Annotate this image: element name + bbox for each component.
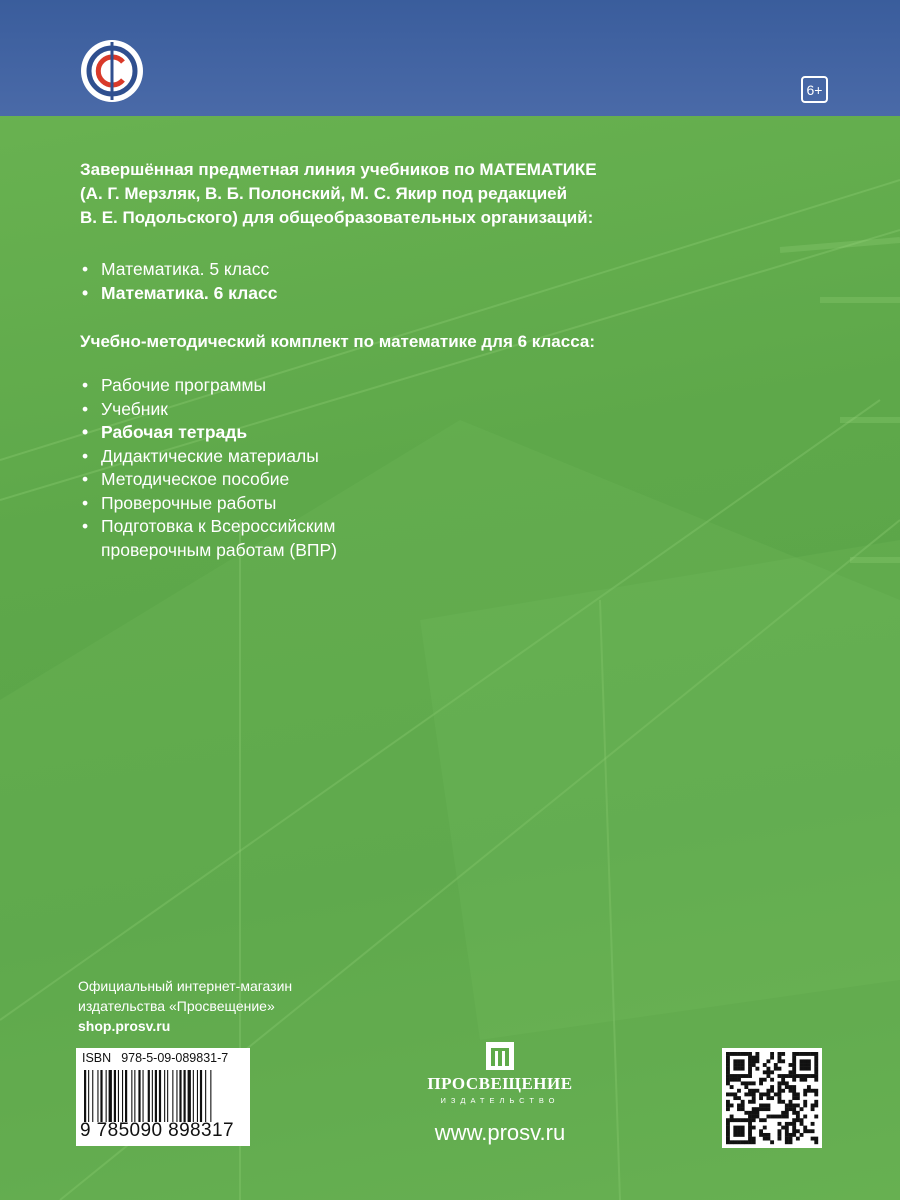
list-item: • Математика. 6 класс [80,282,277,306]
kit-list [80,374,337,562]
list-item: • Рабочая тетрадь [80,421,337,445]
publisher-subtitle: ИЗДАТЕЛЬСТВО [440,1096,560,1105]
list-item: • Подготовка к Всероссийским [80,515,337,539]
age-rating-badge: 6+ [801,76,828,103]
textbook-line-list [80,258,277,305]
list-item: • Рабочие программы [80,374,337,398]
list-item: • Учебник [80,398,337,422]
isbn-label: ISBN [82,1051,112,1065]
isbn-number: 978-5-09-089831-7 [121,1051,229,1065]
publisher-block [400,1040,600,1150]
series-description [80,158,800,230]
isbn-line [82,1051,244,1065]
publisher-url[interactable]: www.prosv.ru [434,1120,566,1145]
isbn-barcode-block [76,1048,250,1146]
shop-line: Официальный интернет-магазин [78,978,293,994]
description-line: (А. Г. Мерзляк, В. Б. Полонский, М. С. Якир под редакцией [80,184,568,203]
barcode-digits: 9 785090 898317 [80,1120,234,1141]
publisher-name: ПРОСВЕЩЕНИЕ [427,1074,573,1093]
online-shop-info [78,976,292,1036]
shop-line: издательства «Просвещение» [78,998,275,1014]
list-item: • Математика. 5 класс [80,258,277,282]
list-item-continuation: проверочным работам (ВПР) [101,539,337,560]
qr-code[interactable] [722,1048,822,1148]
list-item: • Проверочные работы [80,492,337,516]
shop-url[interactable]: shop.prosv.ru [78,1018,171,1034]
description-line: Завершённая предметная линия учебников по МАТЕМАТИКЕ [80,160,597,179]
kit-heading: Учебно-методический комплект по математике для 6 класса: [80,332,595,351]
list-item: • Методическое пособие [80,468,337,492]
description-line: В. Е. Подольского) для общеобразовательных организаций: [80,208,594,227]
list-item: • Дидактические материалы [80,445,337,469]
publisher-logo-icon [79,38,145,104]
publisher-emblem-icon [484,1040,516,1072]
barcode [82,1070,244,1122]
